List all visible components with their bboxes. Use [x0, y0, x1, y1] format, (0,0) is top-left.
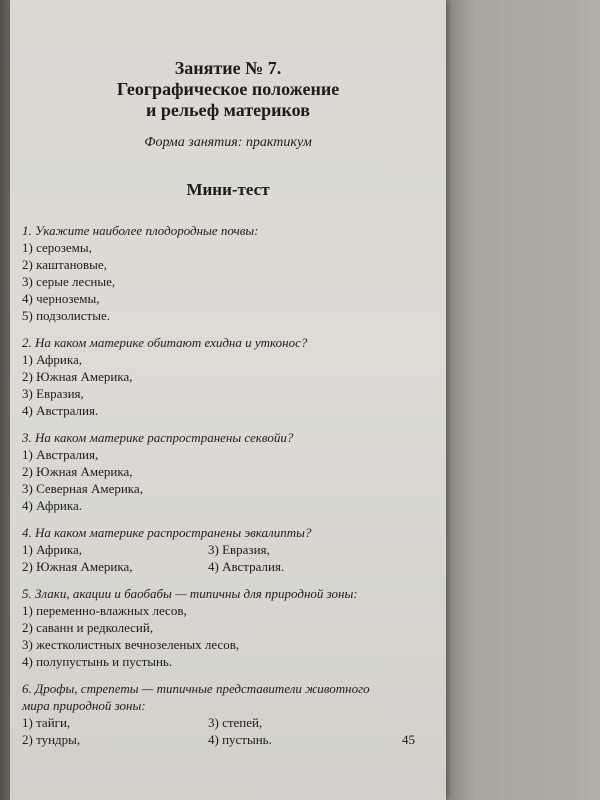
answer-option: 2) Южная Америка,	[22, 369, 133, 384]
question-text: 5. Злаки, акации и баобабы — типичны для природной зоны:	[22, 586, 358, 601]
answer-option: 2) Южная Америка,	[22, 464, 133, 479]
answer-option: 2) тундры,	[22, 732, 81, 747]
answer-option: 2) Южная Америка,	[22, 559, 133, 574]
question-text: 1. Укажите наиболее плодородные почвы:	[22, 223, 259, 238]
question-text: 3. На каком материке распространены секвойи?	[22, 430, 294, 445]
answer-option: 5) подзолистые.	[22, 308, 110, 323]
answer-option: 2) каштановые,	[22, 257, 107, 272]
answer-options-grid	[22, 714, 426, 748]
lesson-title-line-3: и рельеф материков	[146, 100, 310, 120]
question-5	[22, 585, 426, 670]
question-text: 2. На каком материке обитают ехидна и утконос?	[22, 335, 308, 350]
answer-option: 1) переменно-влажных лесов,	[22, 603, 187, 618]
answer-option: 1) сероземы,	[22, 240, 92, 255]
question-6	[22, 680, 426, 748]
book-page	[10, 0, 446, 800]
question-1	[22, 222, 426, 324]
answer-option: 4) Африка.	[22, 498, 82, 513]
test-questions	[22, 222, 426, 758]
answer-options-grid	[22, 541, 426, 575]
answer-option: 1) Африка,	[22, 352, 82, 367]
question-text-line-1: 6. Дрофы, стрепеты — типичные представители животного	[22, 681, 370, 696]
answer-option: 1) тайги,	[22, 715, 71, 730]
answer-option: 1) Африка,	[22, 542, 82, 557]
answer-option: 3) жестколистных вечнозеленых лесов,	[22, 637, 240, 652]
lesson-title-line-1: Занятие № 7.	[174, 58, 282, 78]
table-surface	[446, 0, 600, 800]
answer-option: 3) Северная Америка,	[22, 481, 143, 496]
answer-option: 4) пустынь.	[208, 732, 272, 747]
question-text: 4. На каком материке распространены эвкалипты?	[22, 525, 312, 540]
answer-option: 3) Евразия,	[22, 386, 84, 401]
question-text-line-2: мира природной зоны:	[22, 698, 146, 713]
question-2	[22, 334, 426, 419]
answer-option: 4) черноземы,	[22, 291, 100, 306]
answer-option: 4) Австралия.	[208, 559, 285, 574]
answer-option: 3) Евразия,	[208, 542, 270, 557]
answer-option: 2) саванн и редколесий,	[22, 620, 154, 635]
section-title: Мини-тест	[186, 180, 270, 199]
page-number: 45	[402, 732, 415, 747]
question-3	[22, 429, 426, 514]
answer-option: 3) серые лесные,	[22, 274, 116, 289]
answer-option: 1) Австралия,	[22, 447, 99, 462]
lesson-header	[10, 58, 446, 151]
lesson-title-line-2: Географическое положение	[116, 79, 340, 99]
lesson-format: Форма занятия: практикум	[144, 135, 312, 150]
question-4	[22, 524, 426, 575]
answer-option: 4) Австралия.	[22, 403, 99, 418]
answer-option: 3) степей,	[208, 715, 263, 730]
answer-option: 4) полупустынь и пустынь.	[22, 654, 173, 669]
